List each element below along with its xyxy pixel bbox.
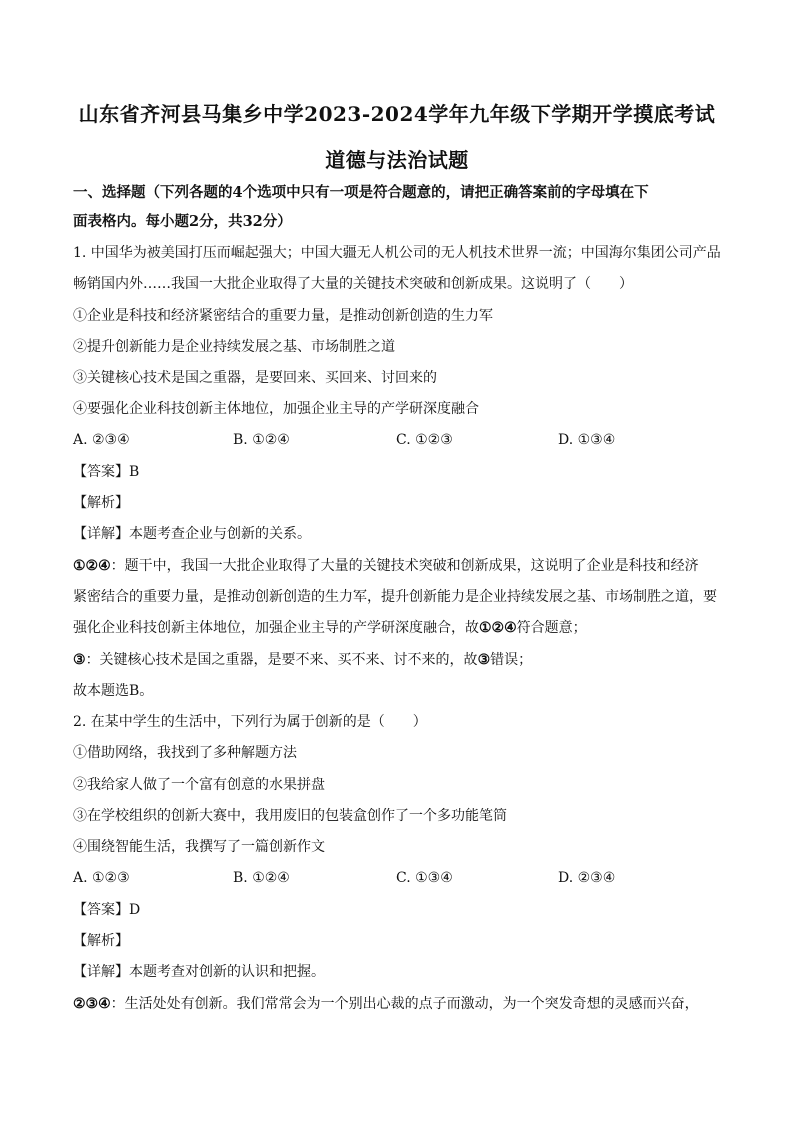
section-header-cont: 面表格内。每小题2分，共32分） [73,213,292,230]
q1-analysis-label: 【解析】 [73,495,129,511]
q1-conclusion: 故本题选B。 [73,683,154,699]
q1-explanation-marker-4b: ③ [477,652,491,668]
q1-item-4: ④要强化企业科技创新主体地位，加强企业主导的产学研深度融合 [73,401,479,417]
q1-item-1: ①企业是科技和经济紧密结合的重要力量，是推动创新创造的生力军 [73,308,493,324]
q2-item-1: ①借助网络，我找到了多种解题方法 [73,745,297,761]
q1-explanation-text: ：题干中，我国一大批企业取得了大量的关键技术突破和创新成果，这说明了企业是科技和经济 [110,558,699,574]
q1-explanation-line4 [73,650,723,670]
section-header: 一、选择题（下列各题的4个选项中只有一项是符合题意的，请把正确答案前的字母填在下 [73,184,649,201]
q2-explanation-text: ：生活处处有创新。我们常常会为一个别出心裁的点子而激动，为一个突发奇想的灵感而兴奋， [110,996,699,1012]
q2-option-a: A. ①②③ [73,870,130,886]
q1-stem-line2: 畅销国内外……我国一大批企业取得了大量的关键技术突破和创新成果。这说明了（ ） [73,276,633,292]
document-subtitle: 道德与法治试题 [325,148,469,172]
document-title: 山东省齐河县马集乡中学2023-2024学年九年级下学期开学摸底考试 [78,102,716,126]
q1-option-b: B. ①②④ [233,432,290,448]
q1-explanation-text-3b: 符合题意； [516,620,587,636]
q1-detail: 【详解】本题考查企业与创新的关系。 [73,526,311,542]
q1-explanation-line2: 紧密结合的重要力量，是推动创新创造的生力军，提升创新能力是企业持续发展之基、市场制胜之道，要 [73,589,717,605]
q1-explanation-marker: ①②④ [73,558,111,574]
q1-option-d: D. ①③④ [558,432,616,448]
q2-option-b: B. ①②④ [233,870,290,886]
q2-option-d: D. ②③④ [558,870,616,886]
q1-explanation-marker-3: ①②④ [479,620,517,636]
q1-option-c: C. ①②③ [396,432,453,448]
q1-item-3: ③关键核心技术是国之重器，是要回来、买回来、讨回来的 [73,370,437,386]
q2-item-2: ②我给家人做了一个富有创意的水果拼盘 [73,777,325,793]
q1-option-a: A. ②③④ [73,432,130,448]
q1-item-2: ②提升创新能力是企业持续发展之基、市场制胜之道 [73,339,395,355]
q1-explanation-text-4a: ：关键核心技术是国之重器，是要不来、买不来、讨不来的，故 [85,652,478,668]
q2-item-3: ③在学校组织的创新大赛中，我用废旧的包装盒创作了一个多功能笔筒 [73,808,507,824]
q2-explanation-line1 [73,994,723,1014]
q1-explanation-line3 [73,618,723,638]
q1-explanation-text-4b: 错误； [490,652,533,668]
q2-stem: 2. 在某中学生的生活中，下列行为属于创新的是（ ） [73,714,427,730]
q1-answer: 【答案】B [73,464,140,480]
q1-stem-line1: 1. 中国华为被美国打压而崛起强大；中国大疆无人机公司的无人机技术世界一流；中国海尔集团公司产品 [73,245,721,261]
q1-explanation-line1 [73,556,723,576]
q2-detail: 【详解】本题考查对创新的认识和把握。 [73,964,325,980]
q1-explanation-text-3a: 强化企业科技创新主体地位，加强企业主导的产学研深度融合，故 [73,620,479,636]
q2-explanation-marker: ②③④ [73,996,111,1012]
q2-answer: 【答案】D [73,902,141,918]
q1-explanation-marker-4: ③ [73,652,86,668]
q2-item-4: ④围绕智能生活，我撰写了一篇创新作文 [73,839,325,855]
q2-analysis-label: 【解析】 [73,933,129,949]
q2-option-c: C. ①③④ [396,870,453,886]
